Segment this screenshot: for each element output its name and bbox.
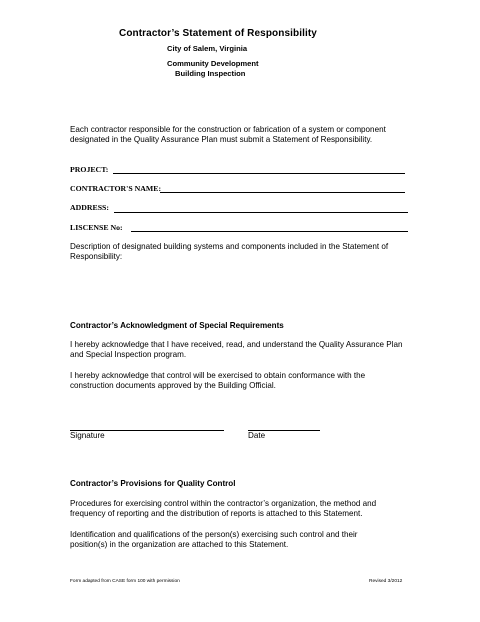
city-name: City of Salem, Virginia [167,44,248,53]
signature-label: Signature [70,431,105,440]
address-label: ADDRESS: [70,203,109,212]
project-line[interactable] [113,173,405,174]
intro-paragraph: Each contractor responsible for the construction or fabrication of a system or component designated in the Quality Assurance Plan must submit a Statement of Responsibility. [70,125,386,144]
division-name: Building Inspection [175,69,246,78]
project-label: PROJECT: [70,165,109,174]
page-title: Contractor’s Statement of Responsibility [119,28,317,39]
acknowledgment-paragraph-1: I hereby acknowledge that I have received, read, and understand the Quality Assurance Plan and Special Inspection program. [70,340,403,359]
contractor-name-label: CONTRACTOR'S NAME: [70,184,162,193]
date-label: Date [248,431,266,440]
quality-control-paragraph-1: Procedures for exercising control within the contractor’s organization, the method and frequency of reporting and the distribution of reports is attached to this Statement. [70,499,377,518]
footer-right: Revised 3/2012 [369,579,403,584]
contractor-name-line[interactable] [160,192,405,193]
footer-left: Form adapted from CASE form 100 with permission [70,579,180,584]
address-line[interactable] [114,212,408,213]
license-label: LISCENSE No: [70,223,123,232]
quality-control-paragraph-2: Identification and qualifications of the person(s) exercising such control and their position(s) in the organization are attached to this Statement. [70,530,358,549]
department-name: Community Development [167,59,259,68]
description-paragraph: Description of designated building systems and components included in the Statement of Responsibility: [70,242,389,261]
quality-control-heading: Contractor’s Provisions for Quality Control [70,479,236,488]
acknowledgment-heading: Contractor’s Acknowledgment of Special Requirements [70,321,284,330]
license-line[interactable] [131,231,408,232]
acknowledgment-paragraph-2: I hereby acknowledge that control will be exercised to obtain conformance with the construction documents approved by the Building Official. [70,371,366,390]
